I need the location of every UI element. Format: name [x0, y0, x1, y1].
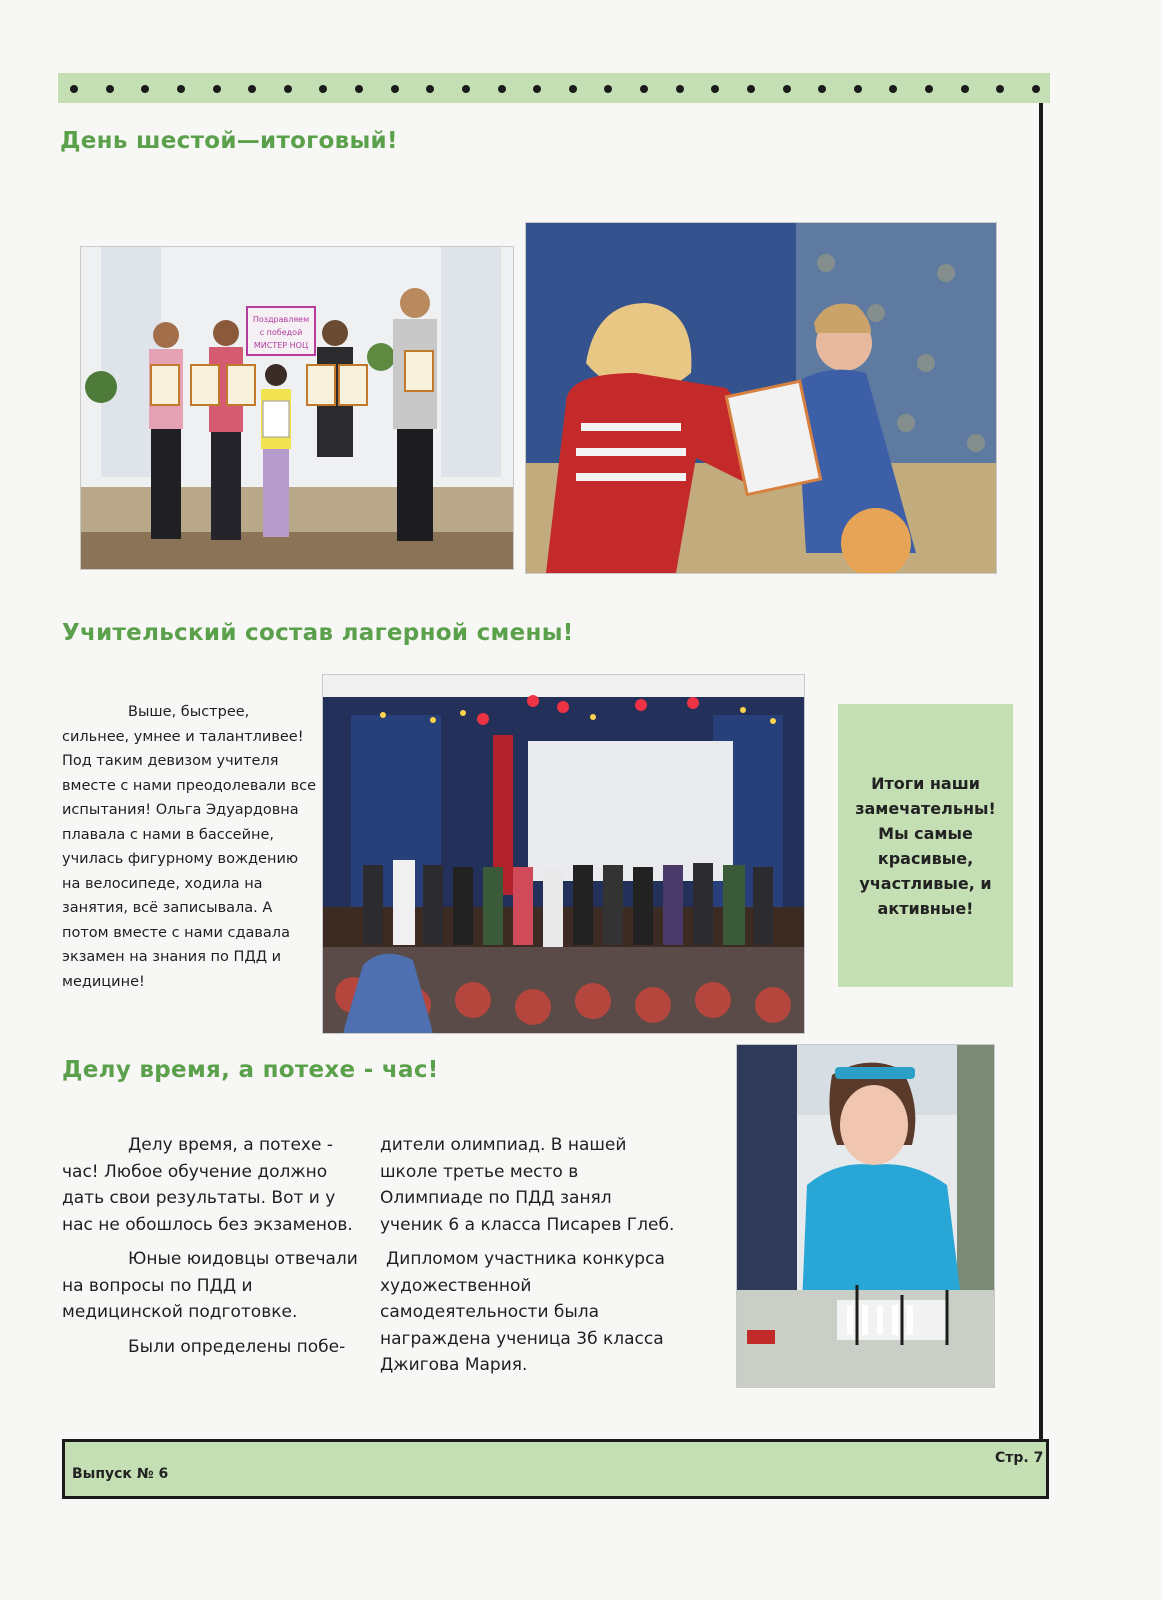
- decorative-dot: [818, 85, 826, 93]
- decorative-dot: [783, 85, 791, 93]
- decorative-dot: [676, 85, 684, 93]
- teachers-paragraph-block: [62, 700, 320, 994]
- photo-award-group: [80, 246, 514, 570]
- article-column-2: [380, 1132, 680, 1379]
- decorative-dot: [533, 85, 541, 93]
- decorative-dot: [106, 85, 114, 93]
- summary-line-3: Мы самые: [878, 823, 973, 843]
- top-dot-row: [70, 83, 1040, 95]
- article-col1-para2: Юные юидовцы отвечали на вопросы по ПДД и медицинской подготовке.: [62, 1249, 358, 1322]
- decorative-dot: [711, 85, 719, 93]
- summary-line-6: активные!: [877, 898, 974, 918]
- decorative-dot: [284, 85, 292, 93]
- heading-teachers: Учительский состав лагерной смены!: [62, 620, 574, 646]
- decorative-dot: [319, 85, 327, 93]
- decorative-dot: [141, 85, 149, 93]
- decorative-dot: [640, 85, 648, 93]
- summary-callout-box: [838, 704, 1013, 987]
- decorative-dot: [355, 85, 363, 93]
- article-col2-para1: дители олимпиад. В нашей школе третье место в Олимпиаде по ПДД занял ученик 6 а класса Писарев Глеб.: [380, 1135, 675, 1235]
- footer-issue-number: Выпуск № 6: [72, 1466, 169, 1482]
- article-col1-para1: Делу время, а потехе - час! Любое обучение должно дать свои результаты. Вот и у нас не обошлось без экзаменов.: [62, 1135, 353, 1235]
- decorative-dot: [925, 85, 933, 93]
- decorative-dot: [426, 85, 434, 93]
- sign-line-2: с победой: [259, 328, 303, 337]
- decorative-dot: [889, 85, 897, 93]
- decorative-dot: [213, 85, 221, 93]
- photo-girl-traffic-model: [736, 1044, 995, 1388]
- decorative-dot: [462, 85, 470, 93]
- article-col1-para3: Были определены побе-: [128, 1336, 346, 1357]
- decorative-dot: [996, 85, 1004, 93]
- heading-time: Делу время, а потехе - час!: [62, 1057, 439, 1083]
- decorative-dot: [70, 85, 78, 93]
- summary-line-4: красивые,: [877, 848, 974, 868]
- right-border-rule: [1039, 103, 1043, 1439]
- decorative-dot: [854, 85, 862, 93]
- decorative-dot: [498, 85, 506, 93]
- footer-band: [62, 1439, 1049, 1499]
- summary-line-5: участливые, и: [859, 873, 992, 893]
- decorative-dot: [961, 85, 969, 93]
- photo-teacher-award: [525, 222, 997, 574]
- decorative-dot: [177, 85, 185, 93]
- footer-page-number: Стр. 7: [995, 1450, 1044, 1466]
- photo-teachers-stage: [322, 674, 805, 1034]
- decorative-dot: [604, 85, 612, 93]
- summary-line-2: замечательны!: [855, 798, 996, 818]
- summary-line-1: Итоги наши: [871, 773, 980, 793]
- article-col2-para2: Дипломом участника конкурса художественной самодеятельности была награждена ученица 3б класса Джигова Мария.: [380, 1249, 665, 1375]
- decorative-dot: [569, 85, 577, 93]
- summary-callout-text: [855, 771, 996, 921]
- teachers-paragraph: Выше, быстрее, сильнее, умнее и талантливее! Под таким девизом учителя вместе с нами преодолевали все испытания! Ольга Эдуардовна плавала с нами в бассейне, училась фигурному вождению на велосипеде, ходила на занятия, всё записывала. А потом вместе с нами сдавала экзамен на знания по ПДД и медицине!: [62, 704, 317, 990]
- decorative-dot: [1032, 85, 1040, 93]
- sign-line-3: МИСТЕР НОЦ: [253, 341, 309, 350]
- decorative-dot: [391, 85, 399, 93]
- article-column-1: [62, 1132, 358, 1360]
- decorative-dot: [747, 85, 755, 93]
- heading-day-six: День шестой—итоговый!: [60, 128, 398, 154]
- decorative-dot: [248, 85, 256, 93]
- sign-line-1: Поздравляем: [252, 315, 310, 324]
